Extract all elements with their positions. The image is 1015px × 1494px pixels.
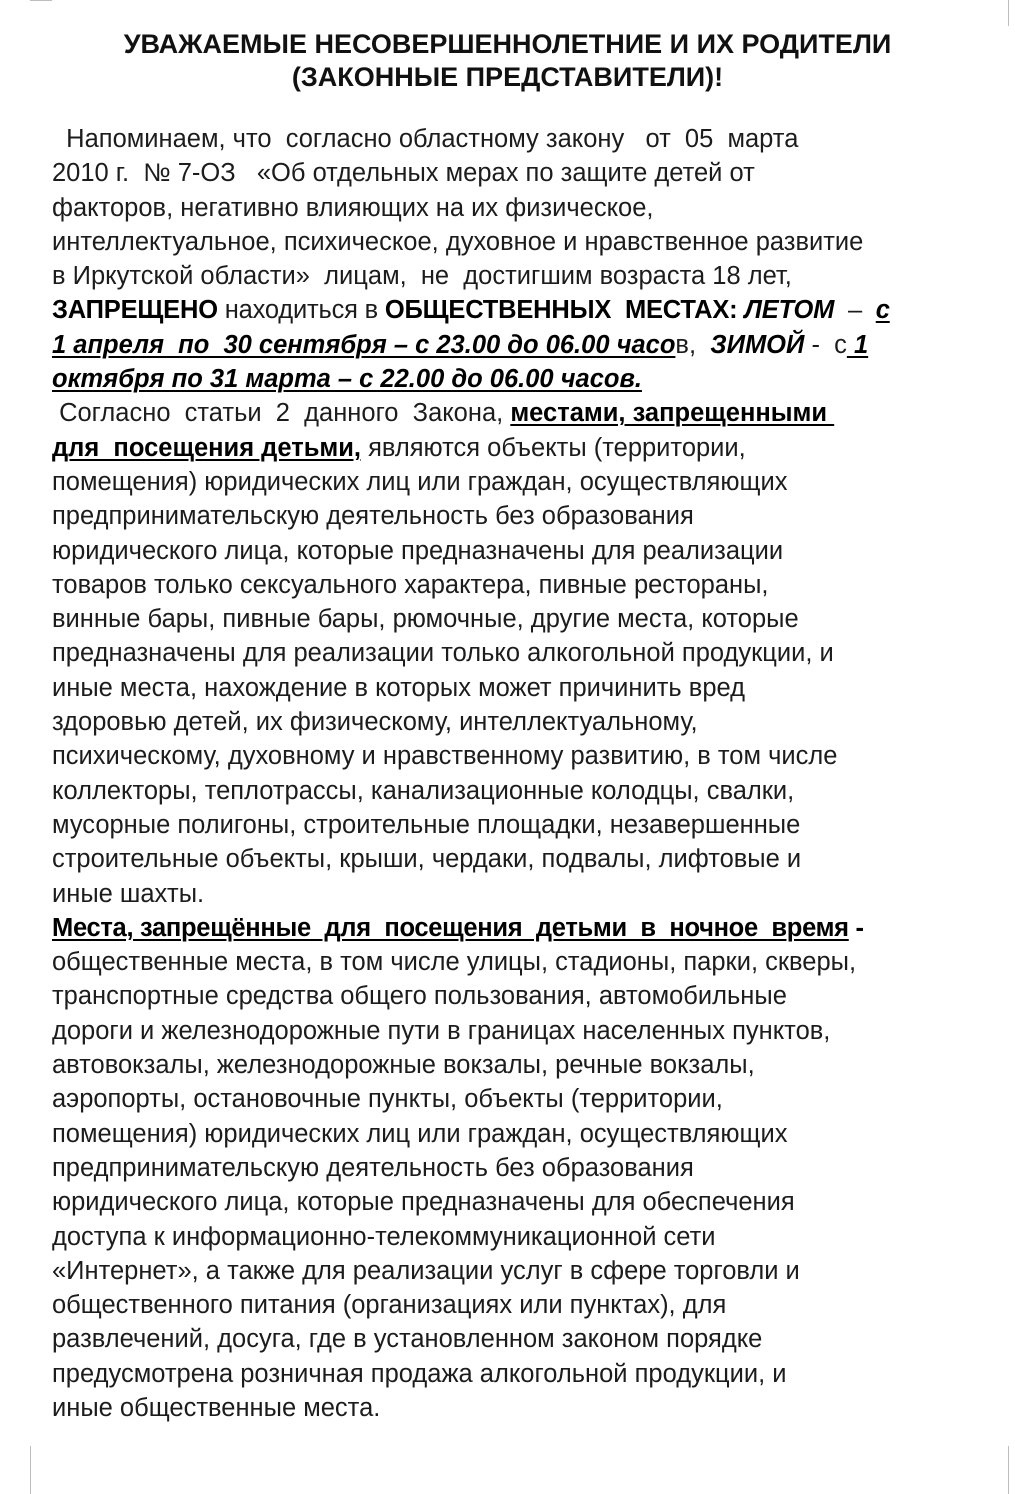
text-line: «Интернет», а также для реализации услуг в сфере торговли и	[52, 1256, 800, 1285]
public-places-heading: ОБЩЕСТВЕННЫХ МЕСТАХ:	[384, 296, 738, 325]
summer-period: 1 апреля по 30 сентября – с 23.00 до 06.00 часо	[52, 330, 676, 359]
text-line: иные шахты.	[52, 879, 205, 908]
text-line: автовокзалы, железнодорожные вокзалы, речные вокзалы,	[52, 1051, 755, 1080]
text-line: дороги и железнодорожные пути в границах населенных пунктов,	[52, 1016, 831, 1045]
text-line: товаров только сексуального характера, пивные рестораны,	[52, 570, 769, 599]
text-line: общественные места, в том числе улицы, стадионы, парки, скверы,	[52, 948, 857, 977]
forbidden-places-heading-cont: для посещения детьми,	[52, 433, 362, 462]
text-line: предназначены для реализации только алкогольной продукции, и	[52, 639, 834, 668]
crop-mark-top-left	[30, 0, 52, 1]
summer-period-start: с	[875, 296, 890, 325]
document-title	[0, 28, 1015, 94]
text-fragment: Согласно статьи 2 данного Закона,	[52, 399, 511, 428]
winter-label: ЗИМОЙ	[710, 330, 805, 359]
night-places-heading: Места, запрещённые для посещения детьми в ночное время	[52, 913, 849, 942]
text-line: юридического лица, которые предназначены для обеспечения	[52, 1188, 795, 1217]
text-line: психическому, духовному и нравственному развитию, в том числе	[52, 742, 838, 771]
paragraph-forbidden-places	[52, 396, 1002, 910]
text-fragment: являются объекты (территории,	[361, 433, 746, 462]
summer-label: ЛЕТОМ	[737, 296, 835, 325]
text-fragment: - с	[804, 330, 847, 359]
text-line: помещения) юридических лиц или граждан, осуществляющих	[52, 1119, 788, 1148]
text-line: Напоминаем, что согласно областному закону от 05 марта	[52, 125, 799, 153]
text-line: мусорные полигоны, строительные площадки, незавершенные	[52, 810, 801, 839]
winter-period: октября по 31 марта – с 22.00 до 06.00 часов.	[52, 365, 642, 394]
forbidden-places-heading: местами, запрещенными	[510, 399, 835, 428]
winter-period-start: 1	[846, 330, 869, 359]
crop-mark-bottom-left	[30, 1446, 31, 1494]
text-line: факторов, негативно влияющих на их физическое,	[52, 193, 654, 222]
text-line: коллекторы, теплотрассы, канализационные колодцы, свалки,	[52, 776, 795, 805]
text-line: общественного питания (организациях или пунктах), для	[52, 1291, 727, 1320]
text-line: здоровью детей, их физическому, интеллектуальному,	[52, 708, 698, 737]
text-line	[52, 431, 1002, 465]
text-line: транспортные средства общего пользования, автомобильные	[52, 982, 787, 1011]
text-line: 2010 г. № 7-ОЗ «Об отдельных мерах по защите детей от	[52, 159, 755, 188]
title-line-1: УВАЖАЕМЫЕ НЕСОВЕРШЕННОЛЕТНИЕ И ИХ РОДИТЕЛИ	[123, 29, 892, 59]
prohibited-word: ЗАПРЕЩЕНО	[52, 296, 218, 325]
text-line	[52, 396, 1002, 430]
document-body	[52, 122, 1002, 1425]
text-line: предусмотрена розничная продажа алкогольной продукции, и	[52, 1359, 787, 1388]
text-line	[52, 911, 1002, 945]
text-line: предпринимательскую деятельность без образования	[52, 1153, 694, 1182]
text-fragment: в,	[675, 330, 711, 359]
text-line: иные общественные места.	[52, 1393, 381, 1422]
text-line	[52, 362, 1002, 396]
text-line: аэропорты, остановочные пункты, объекты (территории,	[52, 1085, 723, 1114]
text-line: строительные объекты, крыши, чердаки, подвалы, лифтовые и	[52, 845, 802, 874]
text-line: иные места, нахождение в которых может причинить вред	[52, 673, 746, 702]
text-line	[52, 328, 1002, 362]
text-line: юридического лица, которые предназначены для реализации	[52, 536, 784, 565]
title-line-2: (ЗАКОННЫЕ ПРЕДСТАВИТЕЛИ)!	[291, 62, 724, 92]
text-line: доступа к информационно-телекоммуникационной сети	[52, 1222, 716, 1251]
text-line: предпринимательскую деятельность без образования	[52, 502, 694, 531]
text-line: помещения) юридических лиц или граждан, осуществляющих	[52, 467, 788, 496]
crop-mark-top-right	[1008, 0, 1009, 26]
text-line: винные бары, пивные бары, рюмочные, другие места, которые	[52, 605, 799, 634]
text-fragment: находиться в	[217, 296, 385, 325]
text-fragment: –	[834, 296, 876, 325]
paragraph-night-forbidden-places	[52, 911, 1002, 1425]
paragraph-curfew	[52, 122, 1002, 396]
text-fragment: -	[848, 913, 864, 942]
crop-mark-bottom-right	[1008, 1446, 1009, 1494]
text-line: интеллектуальное, психическое, духовное и нравственное развитие	[52, 227, 864, 256]
text-line: развлечений, досуга, где в установленном законом порядке	[52, 1325, 763, 1354]
text-line: в Иркутской области» лицам, не достигшим возраста 18 лет,	[52, 262, 792, 291]
text-line	[52, 293, 1002, 327]
